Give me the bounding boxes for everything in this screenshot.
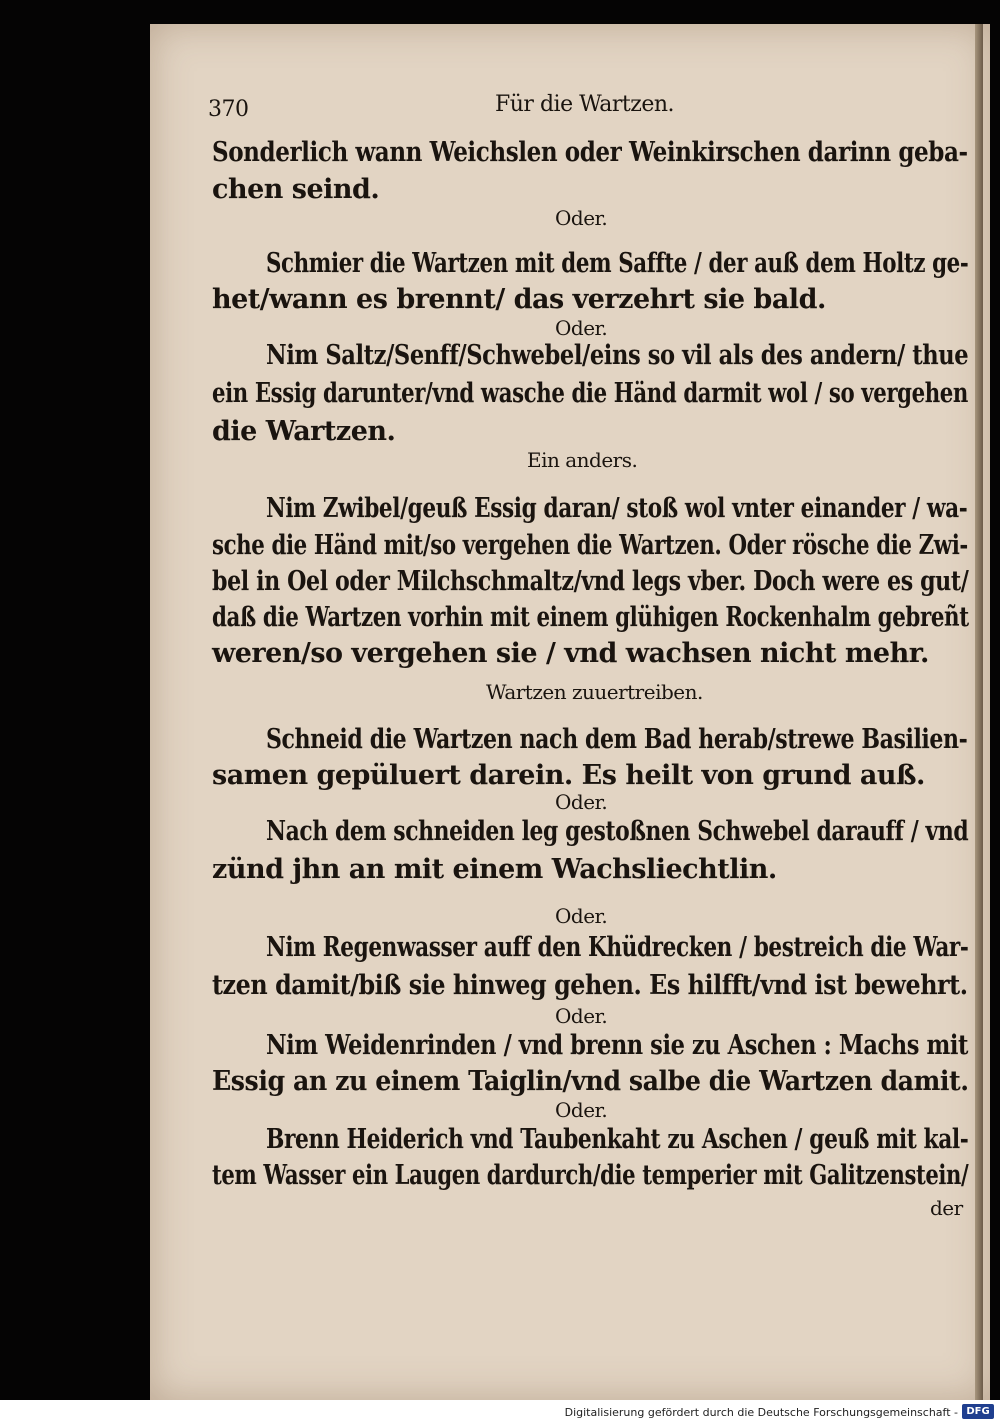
text-line: Brenn Heiderich vnd Taubenkaht zu Aschen / geuß mit kal-	[266, 1124, 969, 1155]
text-line: Nim Zwibel/geuß Essig daran/ stoß wol vnter einander / wa-	[266, 493, 968, 524]
section-heading: Ein anders.	[527, 448, 638, 472]
page-number: 370	[208, 97, 249, 122]
text-line: samen gepüluert darein. Es heilt von grund auß.	[212, 760, 925, 791]
section-heading: Oder.	[555, 1004, 608, 1028]
section-heading: Oder.	[555, 1098, 608, 1122]
dfg-logo: DFG	[962, 1404, 994, 1419]
text-line: Nach dem schneiden leg gestoßnen Schwebel darauff / vnd	[266, 816, 969, 847]
text-line: die Wartzen.	[212, 416, 396, 447]
text-line: Schneid die Wartzen nach dem Bad herab/strewe Basilien-	[266, 724, 968, 755]
text-line: Essig an zu einem Taiglin/vnd salbe die Wartzen damit.	[212, 1066, 969, 1097]
footer-bar	[0, 1400, 1000, 1424]
page-edge	[975, 24, 983, 1400]
catchword: der	[930, 1196, 963, 1220]
section-heading: Oder.	[555, 316, 608, 340]
book-page	[150, 24, 990, 1400]
text-line: chen seind.	[212, 174, 380, 205]
text-line: weren/so vergehen sie / vnd wachsen nicht mehr.	[212, 638, 929, 669]
text-line: zünd jhn an mit einem Wachsliechtlin.	[212, 854, 777, 885]
text-line: bel in Oel oder Milchschmaltz/vnd legs vber. Doch were es gut/	[212, 566, 969, 597]
section-heading: Oder.	[555, 790, 608, 814]
text-line: tem Wasser ein Laugen dardurch/die temperier mit Galitzenstein/	[212, 1160, 969, 1191]
text-line: Nim Regenwasser auff den Khüdrecken / bestreich die War-	[266, 932, 969, 963]
text-line: Nim Saltz/Senff/Schwebel/eins so vil als des andern/ thue	[266, 340, 969, 371]
text-line: sche die Händ mit/so vergehen die Wartzen. Oder rösche die Zwi-	[212, 530, 968, 561]
section-heading: Oder.	[555, 206, 608, 230]
text-line: ein Essig darunter/vnd wasche die Händ darmit wol / so vergehen	[212, 378, 968, 409]
section-heading: Wartzen zuuertreiben.	[486, 680, 703, 704]
text-line: Sonderlich wann Weichslen oder Weinkirschen darinn geba-	[212, 137, 968, 168]
running-head: Für die Wartzen.	[495, 92, 675, 117]
text-line: Nim Weidenrinden / vnd brenn sie zu Aschen : Machs mit	[266, 1030, 968, 1061]
funding-notice: Digitalisierung gefördert durch die Deutsche Forschungsgemeinschaft -	[564, 1406, 958, 1419]
section-heading: Oder.	[555, 904, 608, 928]
text-line: het/wann es brennt/ das verzehrt sie bald.	[212, 284, 826, 315]
text-line: daß die Wartzen vorhin mit einem glühigen Rockenhalm gebreñt	[212, 602, 969, 633]
text-line: Schmier die Wartzen mit dem Saffte / der auß dem Holtz ge-	[266, 248, 969, 279]
text-line: tzen damit/biß sie hinweg gehen. Es hilfft/vnd ist bewehrt.	[212, 970, 968, 1001]
